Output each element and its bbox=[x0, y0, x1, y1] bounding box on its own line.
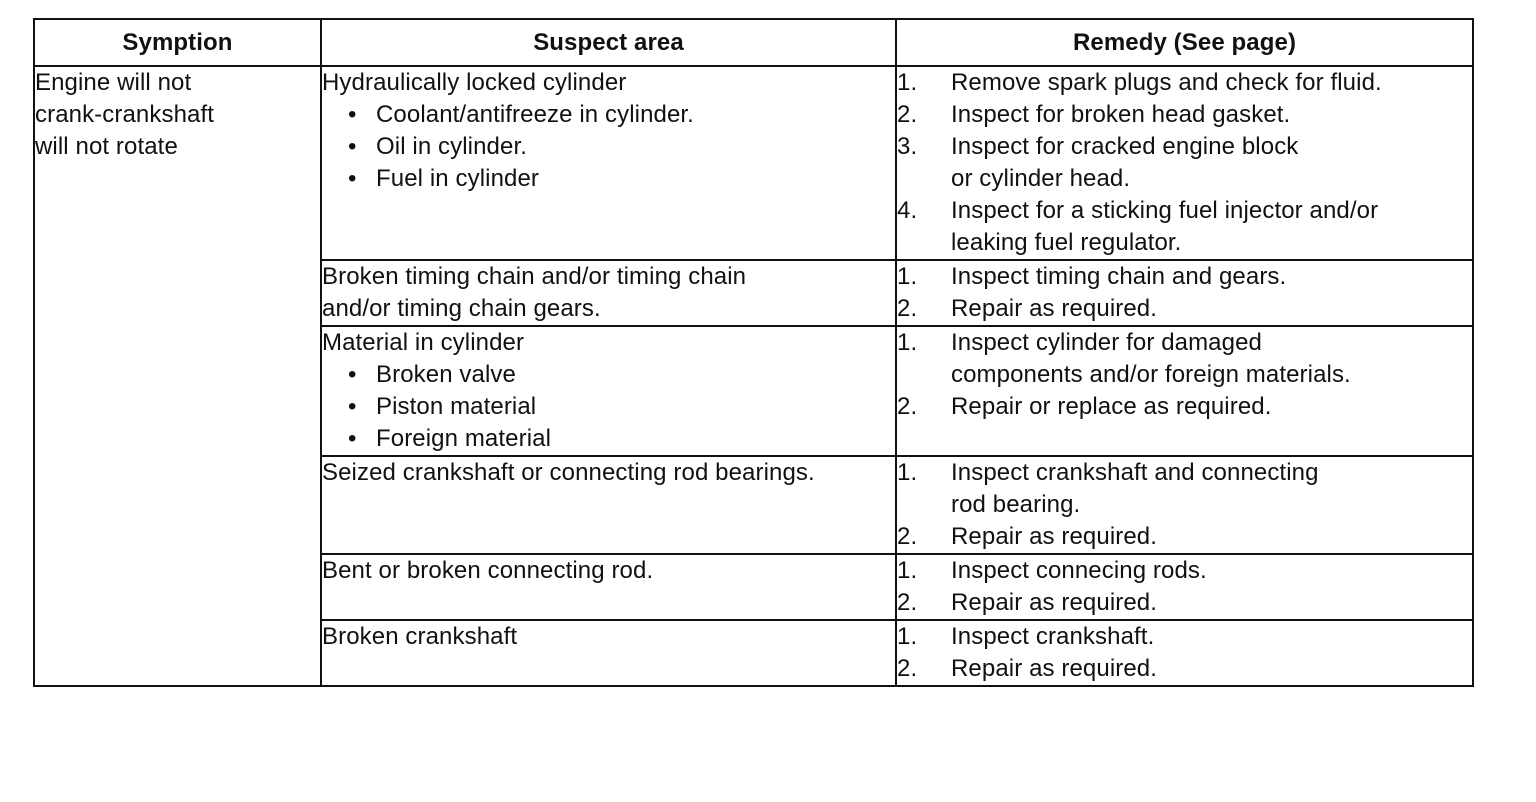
bullet-list bbox=[322, 359, 895, 455]
suspect-cell bbox=[321, 456, 896, 554]
suspect-line: Broken timing chain and/or timing chain bbox=[322, 263, 747, 290]
remedy-step bbox=[897, 327, 1472, 391]
step-text: Repair as required. bbox=[951, 295, 1158, 322]
suspect-line: Broken crankshaft bbox=[322, 623, 518, 650]
bullet-text: Piston material bbox=[376, 393, 537, 420]
bullet-text: Oil in cylinder. bbox=[376, 133, 527, 160]
remedy-cell bbox=[896, 66, 1473, 260]
header-symptom: Symption bbox=[34, 19, 321, 66]
remedy-cell bbox=[896, 260, 1473, 326]
step-text: Repair or replace as required. bbox=[951, 393, 1272, 420]
remedy-step bbox=[897, 131, 1472, 195]
bullet-item bbox=[348, 391, 895, 423]
remedy-step bbox=[897, 621, 1472, 653]
remedy-step bbox=[897, 99, 1472, 131]
bullet-item bbox=[348, 99, 895, 131]
bullet-item bbox=[348, 423, 895, 455]
step-text: Inspect connecing rods. bbox=[951, 557, 1207, 584]
bullet-icon: • bbox=[348, 101, 357, 128]
bullet-icon: • bbox=[348, 133, 357, 160]
step-number: 1. bbox=[897, 557, 918, 584]
step-text: Repair as required. bbox=[951, 655, 1158, 682]
bullet-icon: • bbox=[348, 393, 357, 420]
bullet-icon: • bbox=[348, 425, 357, 452]
remedy-list bbox=[897, 327, 1472, 423]
suspect-line: Material in cylinder bbox=[322, 329, 525, 356]
remedy-step bbox=[897, 261, 1472, 293]
remedy-list bbox=[897, 67, 1472, 259]
bullet-icon: • bbox=[348, 165, 357, 192]
remedy-step bbox=[897, 457, 1472, 521]
suspect-cell bbox=[321, 260, 896, 326]
suspect-line: and/or timing chain gears. bbox=[322, 295, 601, 322]
step-number: 2. bbox=[897, 101, 918, 128]
symptom-cell bbox=[34, 66, 321, 686]
step-number: 4. bbox=[897, 197, 918, 224]
suspect-line: Seized crankshaft or connecting rod bearings. bbox=[322, 459, 815, 486]
suspect-cell bbox=[321, 66, 896, 260]
step-text: Inspect for cracked engine block or cylinder head. bbox=[951, 133, 1299, 192]
header-row bbox=[34, 19, 1473, 66]
symptom-line: crank-crankshaft bbox=[35, 101, 214, 128]
remedy-step bbox=[897, 195, 1472, 259]
remedy-cell bbox=[896, 620, 1473, 686]
bullet-item bbox=[348, 163, 895, 195]
step-text: Inspect for broken head gasket. bbox=[951, 101, 1291, 128]
suspect-cell bbox=[321, 326, 896, 456]
suspect-line: Hydraulically locked cylinder bbox=[322, 69, 627, 96]
bullet-text: Broken valve bbox=[376, 361, 516, 388]
remedy-step bbox=[897, 521, 1472, 553]
step-text: Repair as required. bbox=[951, 589, 1158, 616]
remedy-cell bbox=[896, 456, 1473, 554]
remedy-list bbox=[897, 555, 1472, 619]
remedy-cell bbox=[896, 554, 1473, 620]
step-number: 1. bbox=[897, 459, 918, 486]
remedy-list bbox=[897, 457, 1472, 553]
bullet-list bbox=[322, 99, 895, 195]
step-text: Inspect for a sticking fuel injector and/or leaking fuel regulator. bbox=[951, 197, 1379, 256]
symptom-line: will not rotate bbox=[35, 133, 178, 160]
bullet-item bbox=[348, 131, 895, 163]
header-suspect-area: Suspect area bbox=[321, 19, 896, 66]
step-number: 1. bbox=[897, 329, 918, 356]
bullet-text: Coolant/antifreeze in cylinder. bbox=[376, 101, 694, 128]
suspect-cell bbox=[321, 620, 896, 686]
step-number: 1. bbox=[897, 623, 918, 650]
step-number: 1. bbox=[897, 263, 918, 290]
step-number: 3. bbox=[897, 133, 918, 160]
diagnosis-table bbox=[33, 18, 1474, 687]
step-text: Inspect timing chain and gears. bbox=[951, 263, 1287, 290]
suspect-line: Bent or broken connecting rod. bbox=[322, 557, 654, 584]
remedy-step bbox=[897, 653, 1472, 685]
step-number: 2. bbox=[897, 655, 918, 682]
step-text: Inspect cylinder for damaged components and/or foreign materials. bbox=[951, 329, 1351, 388]
remedy-step bbox=[897, 67, 1472, 99]
step-number: 2. bbox=[897, 393, 918, 420]
header-remedy: Remedy (See page) bbox=[896, 19, 1473, 66]
bullet-icon: • bbox=[348, 361, 357, 388]
step-text: Repair as required. bbox=[951, 523, 1158, 550]
step-number: 2. bbox=[897, 295, 918, 322]
remedy-list bbox=[897, 261, 1472, 325]
step-number: 1. bbox=[897, 69, 918, 96]
remedy-step bbox=[897, 293, 1472, 325]
bullet-text: Foreign material bbox=[376, 425, 552, 452]
remedy-list bbox=[897, 621, 1472, 685]
step-number: 2. bbox=[897, 589, 918, 616]
table-row bbox=[34, 66, 1473, 260]
remedy-step bbox=[897, 587, 1472, 619]
step-text: Inspect crankshaft and connecting rod bearing. bbox=[951, 459, 1319, 518]
remedy-step bbox=[897, 391, 1472, 423]
step-text: Inspect crankshaft. bbox=[951, 623, 1155, 650]
suspect-cell bbox=[321, 554, 896, 620]
bullet-text: Fuel in cylinder bbox=[376, 165, 540, 192]
symptom-line: Engine will not bbox=[35, 69, 192, 96]
remedy-cell bbox=[896, 326, 1473, 456]
step-number: 2. bbox=[897, 523, 918, 550]
remedy-step bbox=[897, 555, 1472, 587]
bullet-item bbox=[348, 359, 895, 391]
step-text: Remove spark plugs and check for fluid. bbox=[951, 69, 1382, 96]
